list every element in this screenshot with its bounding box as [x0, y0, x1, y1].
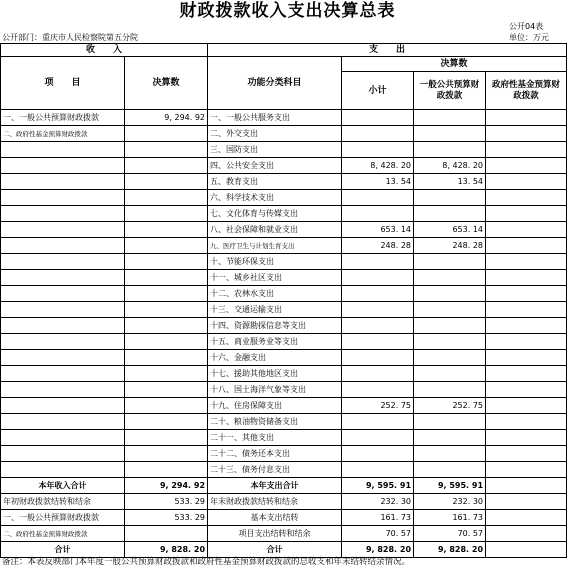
table-row — [1, 286, 567, 302]
table-row — [1, 334, 567, 350]
income-amount-cell — [125, 382, 208, 398]
income-item-cell — [1, 206, 125, 222]
income-amount-cell — [125, 142, 208, 158]
general-budget-cell — [414, 286, 486, 302]
function-subject-header: 功能分类科目 — [208, 57, 342, 110]
table-row — [1, 318, 567, 334]
expense-item-cell: 七、文化体育与传媒支出 — [208, 206, 342, 222]
table-row — [1, 398, 567, 414]
expense-item-cell: 二十一、其他支出 — [208, 430, 342, 446]
summary-row — [1, 494, 567, 510]
summary-row — [1, 510, 567, 526]
general-budget-cell: 248. 28 — [414, 238, 486, 254]
income-amount-cell — [125, 206, 208, 222]
summary-row — [1, 526, 567, 542]
fund-budget-cell — [486, 190, 567, 206]
subtotal-cell — [342, 414, 414, 430]
fund-budget-cell — [486, 286, 567, 302]
subtotal-cell — [342, 382, 414, 398]
table-row — [1, 190, 567, 206]
income-item-cell — [1, 174, 125, 190]
table-row — [1, 302, 567, 318]
subtotal-cell: 8, 428. 20 — [342, 158, 414, 174]
income-item-cell: 二、政府性基金预算财政拨款 — [1, 126, 125, 142]
income-amount-cell — [125, 190, 208, 206]
income-item-cell — [1, 398, 125, 414]
general-budget-header: 一般公共预算财政拨款 — [414, 72, 486, 110]
subtotal-cell — [342, 206, 414, 222]
income-amount-cell — [125, 366, 208, 382]
summary-expense-item-cell: 合计 — [208, 542, 342, 558]
fund-budget-cell — [486, 446, 567, 462]
income-item-cell: 一、一般公共预算财政拨款 — [1, 110, 125, 126]
table-row — [1, 382, 567, 398]
subtotal-cell — [342, 334, 414, 350]
summary-subtotal-cell: 9, 595. 91 — [342, 478, 414, 494]
subtotal-cell — [342, 350, 414, 366]
income-item-cell — [1, 286, 125, 302]
subtotal-header: 小计 — [342, 72, 414, 110]
fund-budget-cell — [486, 462, 567, 478]
income-item-cell — [1, 414, 125, 430]
income-amount-cell — [125, 174, 208, 190]
summary-subtotal-cell: 232. 30 — [342, 494, 414, 510]
general-budget-cell: 252. 75 — [414, 398, 486, 414]
expense-item-cell: 十三、交通运输支出 — [208, 302, 342, 318]
summary-general-budget-cell: 161. 73 — [414, 510, 486, 526]
table-row — [1, 174, 567, 190]
general-budget-cell — [414, 318, 486, 334]
general-budget-cell — [414, 334, 486, 350]
expense-item-cell: 三、国防支出 — [208, 142, 342, 158]
expense-item-cell: 八、社会保障和就业支出 — [208, 222, 342, 238]
income-item-cell — [1, 462, 125, 478]
table-row — [1, 158, 567, 174]
income-amount-cell — [125, 462, 208, 478]
income-amount-cell — [125, 126, 208, 142]
income-item-cell — [1, 366, 125, 382]
subtotal-cell — [342, 446, 414, 462]
summary-income-amount-cell — [125, 526, 208, 542]
expense-item-cell: 九、医疗卫生与计划生育支出 — [208, 238, 342, 254]
expense-item-cell: 十九、住房保障支出 — [208, 398, 342, 414]
fund-budget-cell — [486, 414, 567, 430]
table-row — [1, 270, 567, 286]
income-item-cell — [1, 158, 125, 174]
income-amount-cell — [125, 350, 208, 366]
expense-item-cell: 十、节能环保支出 — [208, 254, 342, 270]
income-item-cell — [1, 142, 125, 158]
summary-general-budget-cell: 9, 828. 20 — [414, 542, 486, 558]
subtotal-cell — [342, 462, 414, 478]
department-label: 公开部门：重庆市人民检察院第五分院 — [2, 33, 138, 42]
amount-header: 决算数 — [125, 57, 208, 110]
subtotal-cell: 653. 14 — [342, 222, 414, 238]
fund-budget-cell — [486, 318, 567, 334]
subtotal-cell — [342, 430, 414, 446]
summary-general-budget-cell: 70. 57 — [414, 526, 486, 542]
summary-row — [1, 478, 567, 494]
table-row — [1, 110, 567, 126]
expense-item-cell: 二十三、债务付息支出 — [208, 462, 342, 478]
subtotal-cell — [342, 142, 414, 158]
summary-income-item-cell: 二、政府性基金预算财政拨款 — [1, 526, 125, 542]
summary-expense-item-cell: 基本支出结转 — [208, 510, 342, 526]
income-amount-cell — [125, 286, 208, 302]
footnote: 备注：本表反映部门本年度一般公共预算财政拨款和政府性基金预算财政拨款的总收支和年末结转结余情况。 — [2, 557, 411, 567]
form-code: 公开04表 — [509, 22, 544, 31]
summary-income-item-cell: 本年收入合计 — [1, 478, 125, 494]
income-item-cell — [1, 334, 125, 350]
subtotal-cell: 248. 28 — [342, 238, 414, 254]
fund-budget-header: 政府性基金预算财政拨款 — [486, 72, 567, 110]
general-budget-cell: 8, 428. 20 — [414, 158, 486, 174]
subtotal-cell — [342, 302, 414, 318]
general-budget-cell — [414, 462, 486, 478]
table-row — [1, 350, 567, 366]
table-row — [1, 366, 567, 382]
fund-budget-cell — [486, 334, 567, 350]
income-amount-cell — [125, 270, 208, 286]
expense-item-cell: 二、外交支出 — [208, 126, 342, 142]
subtotal-cell — [342, 270, 414, 286]
general-budget-cell — [414, 446, 486, 462]
summary-income-amount-cell: 9, 828. 20 — [125, 542, 208, 558]
summary-income-amount-cell: 533. 29 — [125, 510, 208, 526]
summary-subtotal-cell: 70. 57 — [342, 526, 414, 542]
expense-item-cell: 十七、援助其他地区支出 — [208, 366, 342, 382]
table-row — [1, 126, 567, 142]
expense-item-cell: 二十、粮油物资储备支出 — [208, 414, 342, 430]
general-budget-cell — [414, 302, 486, 318]
table-row — [1, 206, 567, 222]
table-row — [1, 430, 567, 446]
summary-fund-budget-cell — [486, 510, 567, 526]
income-item-cell — [1, 190, 125, 206]
summary-income-item-cell: 合计 — [1, 542, 125, 558]
general-budget-cell — [414, 190, 486, 206]
subtotal-cell — [342, 254, 414, 270]
summary-income-item-cell: 一、一般公共预算财政拨款 — [1, 510, 125, 526]
income-amount-cell — [125, 430, 208, 446]
fund-budget-cell — [486, 206, 567, 222]
summary-fund-budget-cell — [486, 478, 567, 494]
income-amount-cell — [125, 222, 208, 238]
expense-item-cell: 四、公共安全支出 — [208, 158, 342, 174]
income-amount-cell — [125, 254, 208, 270]
income-header: 收 入 — [1, 44, 208, 57]
subtotal-cell — [342, 286, 414, 302]
general-budget-cell: 13. 54 — [414, 174, 486, 190]
expense-item-cell: 六、科学技术支出 — [208, 190, 342, 206]
summary-general-budget-cell: 232. 30 — [414, 494, 486, 510]
table-row — [1, 142, 567, 158]
summary-subtotal-cell: 161. 73 — [342, 510, 414, 526]
fund-budget-cell — [486, 158, 567, 174]
income-item-cell — [1, 238, 125, 254]
table-row — [1, 222, 567, 238]
fund-budget-cell — [486, 142, 567, 158]
summary-income-amount-cell: 533. 29 — [125, 494, 208, 510]
expense-item-cell: 十一、城乡社区支出 — [208, 270, 342, 286]
table-row — [1, 446, 567, 462]
subtotal-cell: 13. 54 — [342, 174, 414, 190]
fund-budget-cell — [486, 270, 567, 286]
general-budget-cell — [414, 126, 486, 142]
general-budget-cell — [414, 350, 486, 366]
summary-expense-item-cell: 年末财政拨款结转和结余 — [208, 494, 342, 510]
general-budget-cell — [414, 254, 486, 270]
fund-budget-cell — [486, 222, 567, 238]
fund-budget-cell — [486, 302, 567, 318]
subtotal-cell: 252. 75 — [342, 398, 414, 414]
income-item-cell — [1, 254, 125, 270]
summary-general-budget-cell: 9, 595. 91 — [414, 478, 486, 494]
income-item-cell — [1, 446, 125, 462]
expense-item-cell: 二十二、债务还本支出 — [208, 446, 342, 462]
fund-budget-cell — [486, 126, 567, 142]
general-budget-cell — [414, 142, 486, 158]
fund-budget-cell — [486, 254, 567, 270]
final-amount-header: 决算数 — [342, 57, 567, 72]
subtotal-cell — [342, 190, 414, 206]
fund-budget-cell — [486, 398, 567, 414]
income-amount-cell — [125, 158, 208, 174]
income-amount-cell — [125, 334, 208, 350]
income-amount-cell — [125, 398, 208, 414]
general-budget-cell — [414, 206, 486, 222]
expense-item-cell: 一、一般公共服务支出 — [208, 110, 342, 126]
subtotal-cell — [342, 366, 414, 382]
fund-budget-cell — [486, 430, 567, 446]
general-budget-cell — [414, 366, 486, 382]
expense-item-cell: 十五、商业服务业等支出 — [208, 334, 342, 350]
subtotal-cell — [342, 110, 414, 126]
income-item-cell — [1, 382, 125, 398]
general-budget-cell — [414, 110, 486, 126]
fund-budget-cell — [486, 238, 567, 254]
income-amount-cell — [125, 414, 208, 430]
income-item-cell — [1, 302, 125, 318]
budget-table — [0, 43, 567, 558]
income-item-cell — [1, 350, 125, 366]
expense-header: 支 出 — [208, 44, 567, 57]
expense-item-cell: 十八、国土海洋气象等支出 — [208, 382, 342, 398]
subtotal-cell — [342, 126, 414, 142]
income-amount-cell — [125, 446, 208, 462]
table-row — [1, 414, 567, 430]
income-amount-cell — [125, 318, 208, 334]
expense-item-cell: 五、教育支出 — [208, 174, 342, 190]
expense-item-cell: 十六、金融支出 — [208, 350, 342, 366]
fund-budget-cell — [486, 110, 567, 126]
expense-item-cell: 十四、资源勘探信息等支出 — [208, 318, 342, 334]
summary-income-amount-cell: 9, 294. 92 — [125, 478, 208, 494]
income-item-cell — [1, 270, 125, 286]
page-title: 财政拨款收入支出决算总表 — [179, 1, 396, 21]
expense-item-cell: 十二、农林水支出 — [208, 286, 342, 302]
summary-fund-budget-cell — [486, 526, 567, 542]
unit-label: 单位：万元 — [509, 33, 549, 42]
general-budget-cell — [414, 270, 486, 286]
item-header: 项 目 — [1, 57, 125, 110]
fund-budget-cell — [486, 366, 567, 382]
income-item-cell — [1, 318, 125, 334]
table-row — [1, 462, 567, 478]
fund-budget-cell — [486, 350, 567, 366]
general-budget-cell — [414, 430, 486, 446]
table-row — [1, 254, 567, 270]
general-budget-cell: 653. 14 — [414, 222, 486, 238]
general-budget-cell — [414, 414, 486, 430]
fund-budget-cell — [486, 174, 567, 190]
summary-fund-budget-cell — [486, 494, 567, 510]
summary-income-item-cell: 年初财政拨款结转和结余 — [1, 494, 125, 510]
income-amount-cell — [125, 238, 208, 254]
income-amount-cell — [125, 302, 208, 318]
summary-subtotal-cell: 9, 828. 20 — [342, 542, 414, 558]
summary-expense-item-cell: 项目支出结转和结余 — [208, 526, 342, 542]
subtotal-cell — [342, 318, 414, 334]
general-budget-cell — [414, 382, 486, 398]
fund-budget-cell — [486, 382, 567, 398]
income-item-cell — [1, 222, 125, 238]
summary-expense-item-cell: 本年支出合计 — [208, 478, 342, 494]
table-row — [1, 238, 567, 254]
income-amount-cell: 9, 294. 92 — [125, 110, 208, 126]
summary-fund-budget-cell — [486, 542, 567, 558]
income-item-cell — [1, 430, 125, 446]
